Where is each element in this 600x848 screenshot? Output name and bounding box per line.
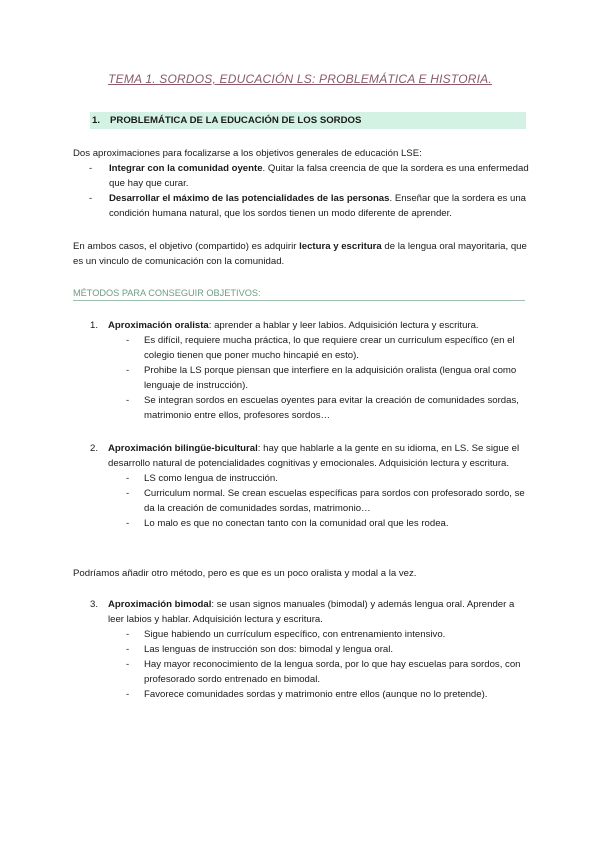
list-item: - Hay mayor reconocimiento de la lengua sorda, por lo que hay escuelas para sordos, con profesorado sordo entrenado en bimodal.: [126, 659, 521, 685]
method-text: : aprender a hablar y leer labios. Adquisición lectura y escritura.: [208, 320, 479, 331]
list-item: - Se integran sordos en escuelas oyentes para evitar la creación de comunidades sordas, matrimonio entre ellos, profesores sordos…: [126, 395, 519, 421]
method-bullets: [126, 471, 530, 531]
dash-marker: -: [126, 395, 130, 406]
section-heading: [90, 112, 526, 129]
methods-heading: MÉTODOS PARA CONSEGUIR OBJETIVOS:: [73, 286, 525, 301]
approach-bold: Desarrollar el máximo de las potencialidades de las personas: [109, 193, 390, 204]
method-item: [90, 318, 530, 423]
approach-text: . Enseñar que la sordera es una condición humana natural, que los sordos tienen un modo diferente de aprender.: [109, 193, 527, 219]
method-text: : hay que hablarle a la gente en su idioma, en LS. Se sigue el desarrollo natural de potencialidades cognitivas y emocionales. Adquisición lectura y escritura.: [108, 443, 520, 469]
dash-marker: -: [126, 629, 130, 640]
dash-marker: -: [126, 644, 130, 655]
objective-bold: lectura y escritura: [299, 241, 382, 252]
list-item: - Lo malo es que no conectan tanto con la comunidad oral que les rodea.: [126, 518, 449, 529]
approach-item: [73, 191, 533, 221]
method-number: 3.: [90, 599, 99, 610]
intro-paragraph: Dos aproximaciones para focalizarse a los objetivos generales de educación LSE:: [73, 148, 422, 159]
method-number: 2.: [90, 443, 99, 454]
list-item: - Es difícil, requiere mucha práctica, lo que requiere crear un curriculum específico (en el colegio tienen que poner mucho hincapié en esto).: [126, 335, 515, 361]
section-number: 1.: [92, 115, 101, 126]
method-bold: Aproximación oralista: [108, 320, 209, 331]
objective-paragraph: [73, 239, 533, 269]
method-bold: Aproximación bilingüe-bicultural: [108, 443, 258, 454]
objective-post: de la lengua oral mayoritaria, que es un vinculo de comunicación con la comunidad.: [73, 241, 527, 267]
list-item: - Sigue habiendo un currículum específico, con entrenamiento intensivo.: [126, 629, 446, 640]
dash-marker: -: [126, 488, 130, 499]
dash-marker: -: [89, 163, 93, 174]
approach-bold: Integrar con la comunidad oyente: [109, 163, 263, 174]
method-bold: Aproximación bimodal: [108, 599, 212, 610]
method-number: 1.: [90, 320, 99, 331]
dash-marker: -: [126, 689, 130, 700]
intro-block: [73, 146, 533, 221]
section-heading-text: PROBLEMÁTICA DE LA EDUCACIÓN DE LOS SORDOS: [110, 115, 362, 126]
dash-marker: -: [126, 365, 130, 376]
list-item: - Curriculum normal. Se crean escuelas específicas para sordos con profesorado sordo, se da la creación de comunidades sordas, matrimonio…: [126, 488, 525, 514]
dash-marker: -: [126, 518, 130, 529]
dash-marker: -: [126, 659, 130, 670]
list-item: - Favorece comunidades sordas y matrimonio entre ellos (aunque no lo pretende).: [126, 689, 488, 700]
page-title: TEMA 1. SORDOS, EDUCACIÓN LS: PROBLEMÁTICA E HISTORIA.: [108, 72, 492, 86]
method-bullets: [126, 333, 530, 423]
dash-marker: -: [89, 193, 93, 204]
method-bullets: [126, 627, 530, 702]
dash-marker: -: [126, 335, 130, 346]
list-item: - Las lenguas de instrucción son dos: bimodal y lengua oral.: [126, 644, 394, 655]
list-item: - Prohibe la LS porque piensan que interfiere en la adquisición oralista (lengua oral como lenguaje de instrucción).: [126, 365, 517, 391]
objective-pre: En ambos casos, el objetivo (compartido) es adquirir: [73, 241, 300, 252]
approach-item: [73, 161, 533, 191]
approach-text: . Quitar la falsa creencia de que la sordera es una enfermedad que hay que curar.: [109, 163, 529, 189]
other-method-paragraph: Podríamos añadir otro método, pero es que es un poco oralista y modal a la vez.: [73, 568, 417, 579]
method-item: [90, 597, 530, 702]
method-item: [90, 441, 530, 531]
dash-marker: -: [126, 473, 130, 484]
method-text: : se usan signos manuales (bimodal) y además lengua oral. Aprender a leer labios y hablar. Adquisición lectura y escritura.: [108, 599, 515, 625]
list-item: - LS como lengua de instrucción.: [126, 473, 278, 484]
